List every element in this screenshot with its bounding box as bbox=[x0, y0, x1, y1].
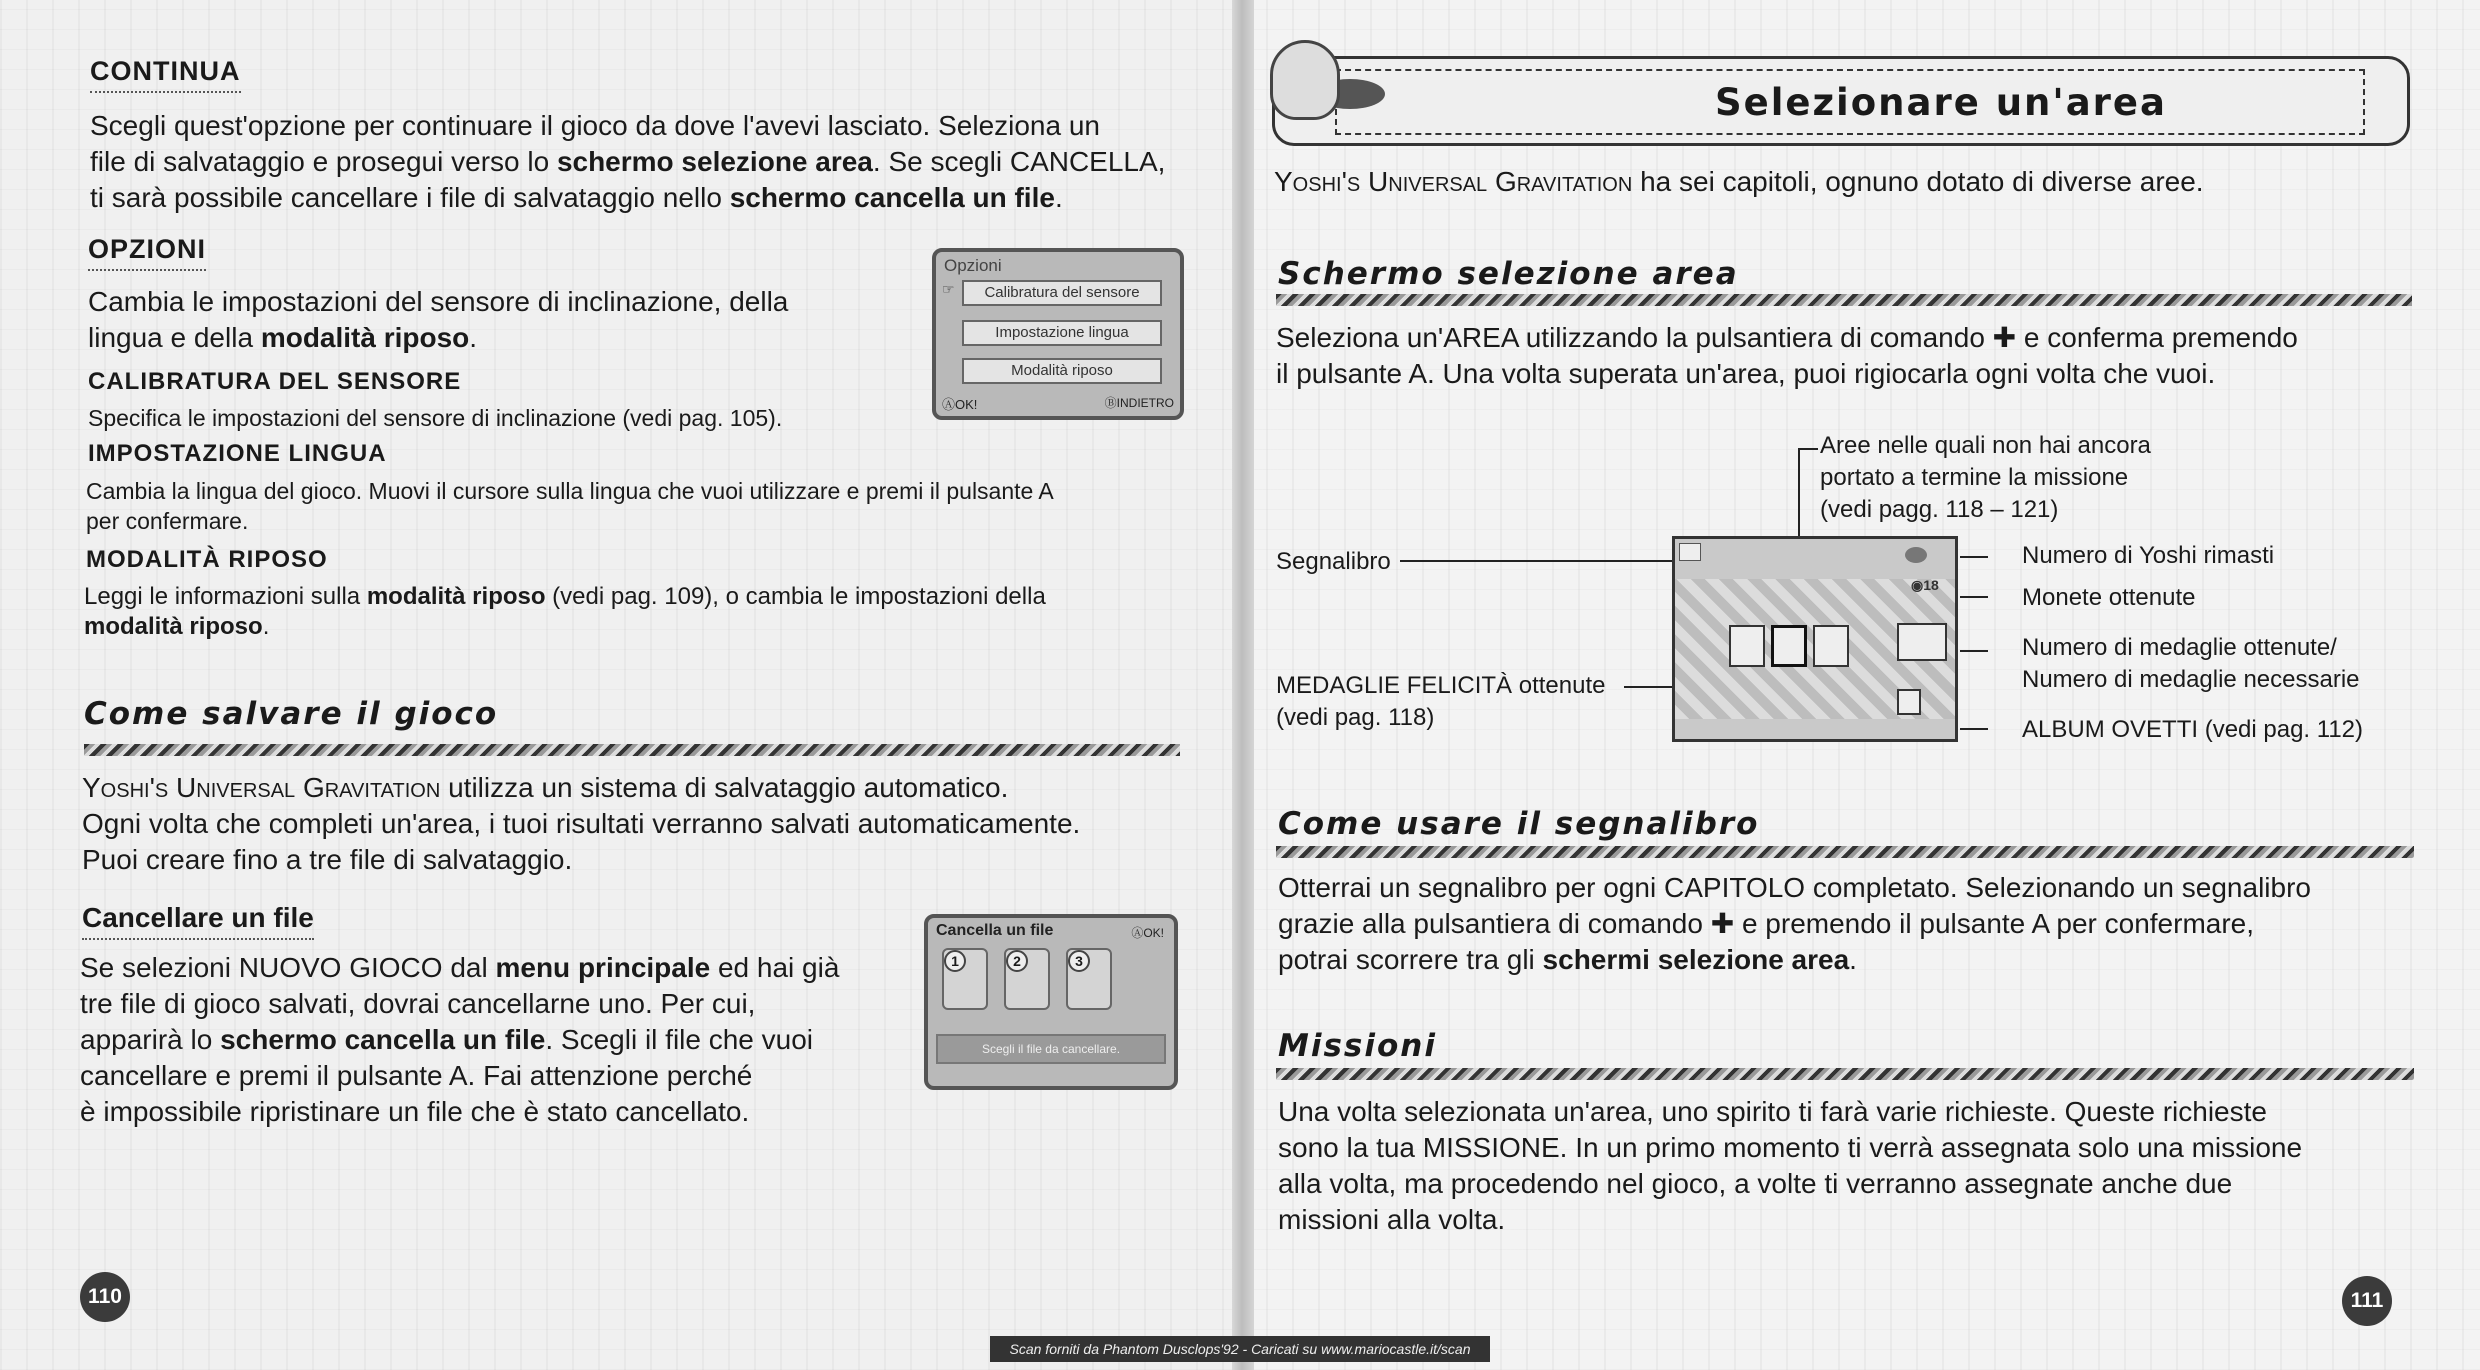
area-select-screenshot bbox=[1672, 536, 1958, 742]
cancellare-line: Se selezioni NUOVO GIOCO dal menu principale ed hai già bbox=[80, 952, 840, 983]
salvare-line: Yoshi's Universal Gravitation utilizza un sistema di salvataggio automatico. bbox=[82, 772, 1009, 803]
diagram-label-yoshi: Numero di Yoshi rimasti bbox=[2022, 542, 2275, 569]
leader-line bbox=[1960, 596, 1988, 598]
segnalibro-heading: Come usare il segnalibro bbox=[1278, 806, 1760, 842]
scan-credit: Scan forniti da Phantom Dusclops'92 - Caricati su www.mariocastle.it/scan bbox=[990, 1336, 1490, 1362]
opzioni-line: Cambia le impostazioni del sensore di inclinazione, della bbox=[88, 286, 789, 317]
banner-title: Selezionare un'area bbox=[1715, 81, 2167, 124]
intro-text: Yoshi's Universal Gravitation ha sei capitoli, ognuno dotato di diverse aree. bbox=[1274, 166, 2204, 197]
section-divider bbox=[1276, 846, 2414, 858]
file-slot-number: 2 bbox=[1006, 950, 1028, 972]
leader-line bbox=[1400, 560, 1680, 562]
lingua-text bbox=[86, 476, 1206, 536]
file-slot-number: 1 bbox=[944, 950, 966, 972]
calibratura-heading: CALIBRATURA DEL SENSORE bbox=[88, 368, 462, 395]
opzioni-line: lingua e della modalità riposo. bbox=[88, 322, 478, 353]
salvare-line: Ogni volta che completi un'area, i tuoi risultati verranno salvati automaticamente. bbox=[82, 808, 1081, 839]
opzioni-screen-item: Calibratura del sensore bbox=[962, 280, 1162, 306]
continua-line: file di salvataggio e prosegui verso lo schermo selezione area. Se scegli CANCELLA, bbox=[90, 146, 1166, 177]
yoshi-lives-icon bbox=[1905, 547, 1927, 563]
back-label: ⒷINDIETRO bbox=[1104, 396, 1174, 410]
opzioni-screen-item: Impostazione lingua bbox=[962, 320, 1162, 346]
book-spine bbox=[1232, 0, 1254, 1370]
continua-line: Scegli quest'opzione per continuare il gioco da dove l'avevi lasciato. Seleziona un bbox=[90, 110, 1100, 141]
missioni-line: missioni alla volta. bbox=[1278, 1204, 1506, 1235]
cancellare-line: apparirà lo schermo cancella un file. Scegli il file che vuoi bbox=[80, 1024, 814, 1055]
riposo-text bbox=[84, 582, 1204, 642]
cancellare-line: è impossibile ripristinare un file che è stato cancellato. bbox=[80, 1096, 750, 1127]
diagram-label-segnalibro: Segnalibro bbox=[1276, 548, 1391, 575]
calibratura-text: Specifica le impostazioni del sensore di inclinazione (vedi pag. 105). bbox=[88, 405, 783, 431]
lingua-line: per confermare. bbox=[86, 508, 249, 534]
ok-label: ⒶOK! bbox=[942, 397, 978, 412]
missioni-heading: Missioni bbox=[1278, 1028, 1437, 1064]
leader-line bbox=[1960, 728, 1988, 730]
riposo-line: Leggi le informazioni sulla modalità riposo (vedi pag. 109), o cambia le impostazioni della bbox=[84, 583, 1046, 610]
schermo-text bbox=[1276, 320, 2446, 392]
salvare-line: Puoi creare fino a tre file di salvataggio. bbox=[82, 844, 573, 875]
segnalibro-line: potrai scorrere tra gli schermi selezione area. bbox=[1278, 944, 1857, 975]
segnalibro-line: Otterrai un segnalibro per ogni CAPITOLO completato. Selezionando un segnalibro bbox=[1278, 872, 2311, 903]
lingua-heading: IMPOSTAZIONE LINGUA bbox=[88, 440, 387, 467]
diagram-label-aree: Aree nelle quali non hai ancora portato a termine la missione (vedi pagg. 118 – 121) bbox=[1820, 432, 2151, 523]
page-number: 110 bbox=[80, 1272, 130, 1322]
segnalibro-text bbox=[1278, 870, 2448, 978]
cancellare-line: cancellare e premi il pulsante A. Fai attenzione perché bbox=[80, 1060, 753, 1091]
area-tile bbox=[1729, 625, 1765, 667]
schermo-line: il pulsante A. Una volta superata un'area, puoi rigiocarla ogni volta che vuoi. bbox=[1276, 358, 2216, 389]
title-banner bbox=[1272, 56, 2410, 146]
riposo-heading: MODALITÀ RIPOSO bbox=[86, 546, 328, 573]
right-page bbox=[1240, 0, 2480, 1370]
salvare-heading: Come salvare il gioco bbox=[84, 696, 499, 732]
cancellare-line: tre file di gioco salvati, dovrai cancellarne uno. Per cui, bbox=[80, 988, 756, 1019]
segnalibro-line: grazie alla pulsantiera di comando ✚ e premendo il pulsante A per confermare, bbox=[1278, 908, 2255, 939]
diagram-label-album: ALBUM OVETTI (vedi pag. 112) bbox=[2022, 716, 2364, 743]
cancellare-text bbox=[80, 950, 900, 1130]
cancella-screen-header: Cancella un file bbox=[936, 922, 1054, 939]
continua-text bbox=[90, 108, 1200, 216]
section-divider bbox=[84, 744, 1180, 756]
area-tile bbox=[1813, 625, 1849, 667]
riposo-line: modalità riposo. bbox=[84, 613, 270, 640]
bookmark-icon bbox=[1679, 543, 1701, 561]
continua-line: ti sarà possibile cancellare i file di salvataggio nello schermo cancella un file. bbox=[90, 182, 1063, 213]
diagram-label-monete: Monete ottenute bbox=[2022, 584, 2196, 611]
salvare-text bbox=[82, 770, 1202, 878]
medal-counter-icon bbox=[1897, 623, 1947, 661]
coin-counter: ◉18 bbox=[1911, 577, 1939, 593]
lingua-line: Cambia la lingua del gioco. Muovi il cursore sulla lingua che vuoi utilizzare e premi il pulsante A bbox=[86, 478, 1054, 504]
section-divider bbox=[1276, 294, 2412, 306]
opzioni-text bbox=[88, 284, 908, 356]
yoshi-icon bbox=[1270, 40, 1340, 120]
missioni-line: sono la tua MISSIONE. In un primo momento ti verrà assegnata solo una missione bbox=[1278, 1132, 2303, 1163]
album-icon bbox=[1897, 689, 1921, 715]
cancella-ok: ⒶOK! bbox=[1131, 926, 1164, 940]
leader-line bbox=[1960, 556, 1988, 558]
cancella-screen-footer: Scegli il file da cancellare. bbox=[936, 1034, 1166, 1064]
opzioni-heading: OPZIONI bbox=[88, 234, 206, 271]
diagram-label-medaglie: MEDAGLIE FELICITÀ ottenute (vedi pag. 118) bbox=[1276, 672, 1606, 731]
schermo-heading: Schermo selezione area bbox=[1278, 256, 1739, 292]
section-divider bbox=[1276, 1068, 2414, 1080]
cancella-screenshot bbox=[924, 914, 1178, 1090]
opzioni-screen-header: Opzioni bbox=[944, 256, 1002, 275]
schermo-line: Seleziona un'AREA utilizzando la pulsantiera di comando ✚ e conferma premendo bbox=[1276, 322, 2298, 353]
missioni-line: Una volta selezionata un'area, uno spirito ti farà varie richieste. Queste richieste bbox=[1278, 1096, 2267, 1127]
area-tile bbox=[1771, 625, 1807, 667]
opzioni-screenshot bbox=[932, 248, 1184, 420]
file-slot bbox=[942, 948, 988, 1010]
continua-heading: CONTINUA bbox=[90, 56, 241, 93]
page-number: 111 bbox=[2342, 1276, 2392, 1326]
cancellare-heading: Cancellare un file bbox=[82, 902, 314, 940]
missioni-text bbox=[1278, 1094, 2448, 1238]
leader-line bbox=[1960, 650, 1988, 652]
cursor-icon: ☞ bbox=[942, 282, 955, 298]
leader-line bbox=[1798, 448, 1818, 450]
missioni-line: alla volta, ma procedendo nel gioco, a volte ti verranno assegnate anche due bbox=[1278, 1168, 2233, 1199]
diagram-label-num-medaglie: Numero di medaglie ottenute/ Numero di medaglie necessarie bbox=[2022, 634, 2360, 693]
file-slot-number: 3 bbox=[1068, 950, 1090, 972]
opzioni-screen-item: Modalità riposo bbox=[962, 358, 1162, 384]
file-slot bbox=[1066, 948, 1112, 1010]
file-slot bbox=[1004, 948, 1050, 1010]
